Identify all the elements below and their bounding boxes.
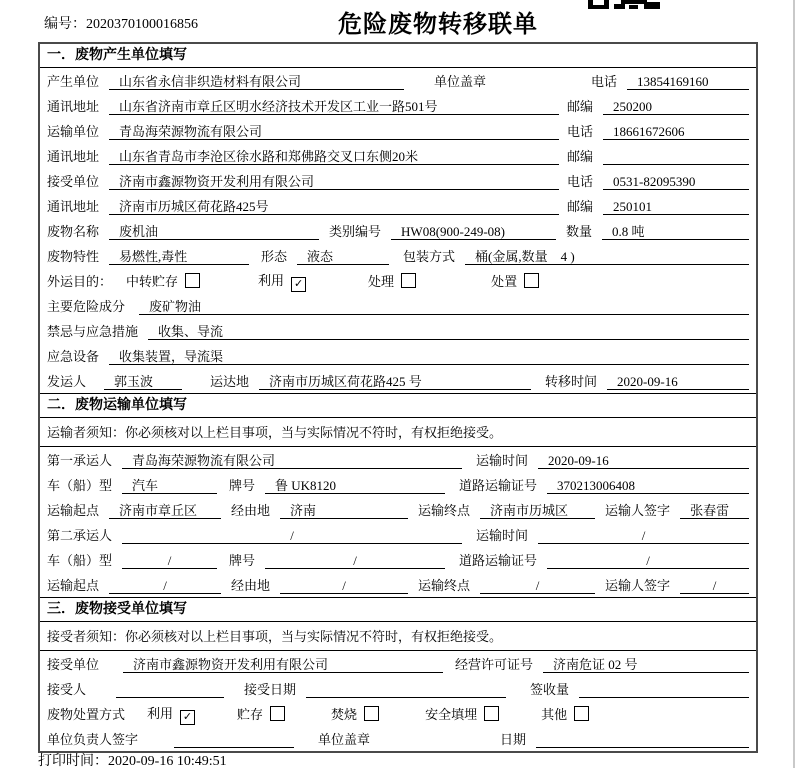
sender-value: 郭玉波 (104, 373, 182, 390)
end1-label: 运输终点 (418, 503, 471, 518)
permit-value: 济南危证 02 号 (543, 656, 749, 673)
option-dispose (491, 271, 539, 290)
vehicle2-value: / (122, 552, 217, 569)
row-carrier2 (40, 522, 756, 547)
end2-label: 运输终点 (418, 578, 471, 593)
produce-unit-label: 产生单位 (47, 74, 100, 89)
origin1-value: 济南市章丘区 (109, 502, 221, 519)
waste-name-label: 废物名称 (47, 224, 100, 239)
row-emergency-equipment (40, 343, 756, 368)
time1-value: 2020-09-16 (538, 452, 749, 469)
form-label: 形态 (261, 249, 288, 264)
option-label: 利用 (258, 272, 285, 288)
zip1-value: 250200 (603, 98, 749, 115)
row-disposal-method (40, 701, 756, 726)
option-label: 安全填埋 (425, 707, 478, 722)
dest-label: 运达地 (210, 374, 250, 389)
purpose-label: 外运目的： (47, 274, 113, 289)
checkbox-transfer-storage-icon (185, 273, 200, 288)
checkbox-disposal-other-icon (574, 706, 589, 721)
time1-label: 运输时间 (476, 453, 529, 468)
vehicle2-label: 车（船）型 (47, 553, 113, 568)
vehicle1-value: 汽车 (122, 477, 217, 494)
character-label: 废物特性 (47, 249, 100, 264)
plate1-value: 鲁 UK8120 (265, 477, 445, 494)
emergency-label: 应急设备 (47, 349, 100, 364)
sign2-value: / (680, 577, 749, 594)
section2-notice: 运输者须知：你必须核对以上栏目事项，当与实际情况不符时，有权拒绝接受。 (40, 418, 756, 447)
end2-value: / (480, 577, 595, 594)
row-purpose (40, 268, 756, 293)
option-label: 贮存 (237, 707, 264, 722)
qty-value: 0.8 吨 (602, 223, 749, 240)
option-disposal-utilize (147, 703, 195, 725)
checkbox-treat-icon (401, 273, 416, 288)
plate1-label: 牌号 (229, 478, 256, 493)
checkbox-dispose-icon (524, 273, 539, 288)
manifest-table (38, 42, 758, 753)
address2-label: 通讯地址 (47, 149, 100, 164)
head-sign-label: 单位负责人签字 (47, 732, 139, 747)
serial-number: 2020370100016856 (86, 17, 198, 32)
option-treat (368, 271, 416, 290)
zip3-label: 邮编 (567, 199, 594, 214)
option-disposal-incinerate (331, 704, 379, 723)
section3-notice: 接受者须知：你必须核对以上栏目事项，当与实际情况不符时，有权拒绝接受。 (40, 622, 756, 651)
packing-value: 桶(金属,数量 4 ) (465, 248, 749, 265)
serial-label: 编号： (44, 17, 86, 32)
license2-label: 道路运输证号 (459, 553, 538, 568)
option-disposal-other (541, 704, 589, 723)
receive-unit-label: 接受单位 (47, 174, 100, 189)
produce-unit-value: 山东省永信非织造材料有限公司 (109, 73, 404, 90)
print-time-label: 打印时间： (38, 754, 108, 769)
disposal-label: 废物处置方式 (47, 707, 126, 722)
row-taboo (40, 318, 756, 343)
checkbox-disposal-incinerate-icon (364, 706, 379, 721)
carrier2-label: 第二承运人 (47, 528, 113, 543)
head-sign-value (174, 731, 294, 748)
row-receiver (40, 676, 756, 701)
row-carrier1 (40, 447, 756, 472)
time2-value: / (538, 527, 749, 544)
checkbox-disposal-landfill-icon (484, 706, 499, 721)
receiver-value (116, 681, 224, 698)
row-address1 (40, 93, 756, 118)
row-vehicle1 (40, 472, 756, 497)
zip2-value (603, 148, 749, 165)
row-main-hazard (40, 293, 756, 318)
section3-heading: 三．废物接受单位填写 (40, 597, 756, 622)
option-utilize (258, 270, 306, 292)
qr-code-fragment-icon (588, 0, 662, 9)
dest-value: 济南市历城区荷花路425 号 (259, 373, 531, 390)
taboo-label: 禁忌与应急措施 (47, 324, 139, 339)
phone2-label: 电话 (567, 124, 594, 139)
checkbox-disposal-store-icon (270, 706, 285, 721)
date2-value (536, 731, 749, 748)
address3-label: 通讯地址 (47, 199, 100, 214)
origin2-label: 运输起点 (47, 578, 100, 593)
vehicle1-label: 车（船）型 (47, 478, 113, 493)
receiver-label: 接受人 (47, 682, 87, 697)
zip1-label: 邮编 (567, 99, 594, 114)
option-disposal-landfill (425, 704, 499, 723)
form-value: 液态 (297, 248, 389, 265)
license2-value: / (547, 552, 749, 569)
option-label: 处置 (491, 274, 518, 289)
carrier1-label: 第一承运人 (47, 453, 113, 468)
phone3-value: 0531-82095390 (603, 173, 749, 190)
category-label: 类别编号 (329, 224, 382, 239)
option-disposal-store (237, 704, 285, 723)
address3-value: 济南市历城区荷花路425号 (109, 198, 559, 215)
page-edge-line (793, 0, 795, 768)
row-waste-character (40, 243, 756, 268)
transport-unit-value: 青岛海荣源物流有限公司 (109, 123, 559, 140)
packing-label: 包装方式 (403, 249, 456, 264)
option-label: 利用 (147, 705, 174, 721)
time2-label: 运输时间 (476, 528, 529, 543)
phone2-value: 18661672606 (603, 123, 749, 140)
print-time-line (38, 750, 227, 770)
main-hazard-value: 废矿物油 (139, 298, 749, 315)
carrier1-value: 青岛海荣源物流有限公司 (122, 452, 462, 469)
row-receive-unit (40, 168, 756, 193)
accept-date-value (306, 681, 506, 698)
section2-heading: 二．废物运输单位填写 (40, 393, 756, 418)
option-label: 处理 (368, 274, 395, 289)
origin1-label: 运输起点 (47, 503, 100, 518)
sign1-label: 运输人签字 (605, 503, 671, 518)
qty-label: 数量 (566, 224, 593, 239)
via1-label: 经由地 (231, 503, 271, 518)
waste-name-value: 废机油 (109, 223, 319, 240)
transport-unit-label: 运输单位 (47, 124, 100, 139)
character-value: 易燃性,毒性 (109, 248, 249, 265)
emergency-value: 收集装置，导流渠 (109, 348, 749, 365)
receive-unit-value: 济南市鑫源物资开发利用有限公司 (109, 173, 559, 190)
category-value: HW08(900-249-08) (391, 223, 556, 240)
main-hazard-label: 主要危险成分 (47, 299, 126, 314)
zip3-value: 250101 (603, 198, 749, 215)
plate2-value: / (265, 552, 445, 569)
permit-label: 经营许可证号 (455, 657, 534, 672)
row-vehicle2 (40, 547, 756, 572)
address2-value: 山东省青岛市李沧区徐水路和郑佛路交叉口东侧20米 (109, 148, 559, 165)
zip2-label: 邮编 (567, 149, 594, 164)
phone1-value: 13854169160 (627, 73, 749, 90)
license1-value: 370213006408 (547, 477, 749, 494)
page-title: 危险废物转移联单 (338, 12, 538, 38)
checkbox-utilize-icon: ✓ (291, 277, 306, 292)
amount-value (579, 681, 749, 698)
phone1-label: 电话 (591, 74, 618, 89)
row-route1 (40, 497, 756, 522)
option-transfer-storage (126, 271, 200, 290)
sign1-value: 张春雷 (680, 502, 749, 519)
sign2-label: 运输人签字 (605, 578, 671, 593)
row-sender (40, 368, 756, 393)
row-transport-unit (40, 118, 756, 143)
phone3-label: 电话 (567, 174, 594, 189)
checkbox-disposal-utilize-icon: ✓ (180, 710, 195, 725)
address1-value: 山东省济南市章丘区明水经济技术开发区工业一路501号 (109, 98, 559, 115)
unit-seal2-label: 单位盖章 (318, 732, 371, 747)
sender-label: 发运人 (47, 374, 87, 389)
option-label: 中转贮存 (126, 274, 179, 289)
accept-date-label: 接受日期 (244, 682, 297, 697)
taboo-value: 收集、导流 (148, 323, 749, 340)
row-waste-name (40, 218, 756, 243)
option-label: 其他 (541, 707, 568, 722)
row-head-signature (40, 726, 756, 751)
section1-heading: 一．废物产生单位填写 (40, 44, 756, 68)
transfer-time-label: 转移时间 (545, 374, 598, 389)
license1-label: 道路运输证号 (459, 478, 538, 493)
via2-label: 经由地 (231, 578, 271, 593)
origin2-value: / (109, 577, 221, 594)
amount-label: 签收量 (530, 682, 570, 697)
plate2-label: 牌号 (229, 553, 256, 568)
row-accept-unit (40, 651, 756, 676)
row-produce-unit (40, 68, 756, 93)
accept-unit-value: 济南市鑫源物资开发利用有限公司 (123, 656, 443, 673)
row-address3 (40, 193, 756, 218)
unit-seal-label: 单位盖章 (434, 74, 487, 89)
via2-value: / (280, 577, 408, 594)
transfer-time-value: 2020-09-16 (607, 373, 749, 390)
document-header (0, 0, 796, 42)
option-label: 焚烧 (331, 707, 358, 722)
via1-value: 济南 (280, 502, 408, 519)
end1-value: 济南市历城区 (480, 502, 595, 519)
date2-label: 日期 (500, 732, 527, 747)
row-route2 (40, 572, 756, 597)
address1-label: 通讯地址 (47, 99, 100, 114)
print-time-value: 2020-09-16 10:49:51 (108, 754, 227, 769)
row-address2 (40, 143, 756, 168)
accept-unit-label: 接受单位 (47, 657, 100, 672)
carrier2-value: / (122, 527, 462, 544)
